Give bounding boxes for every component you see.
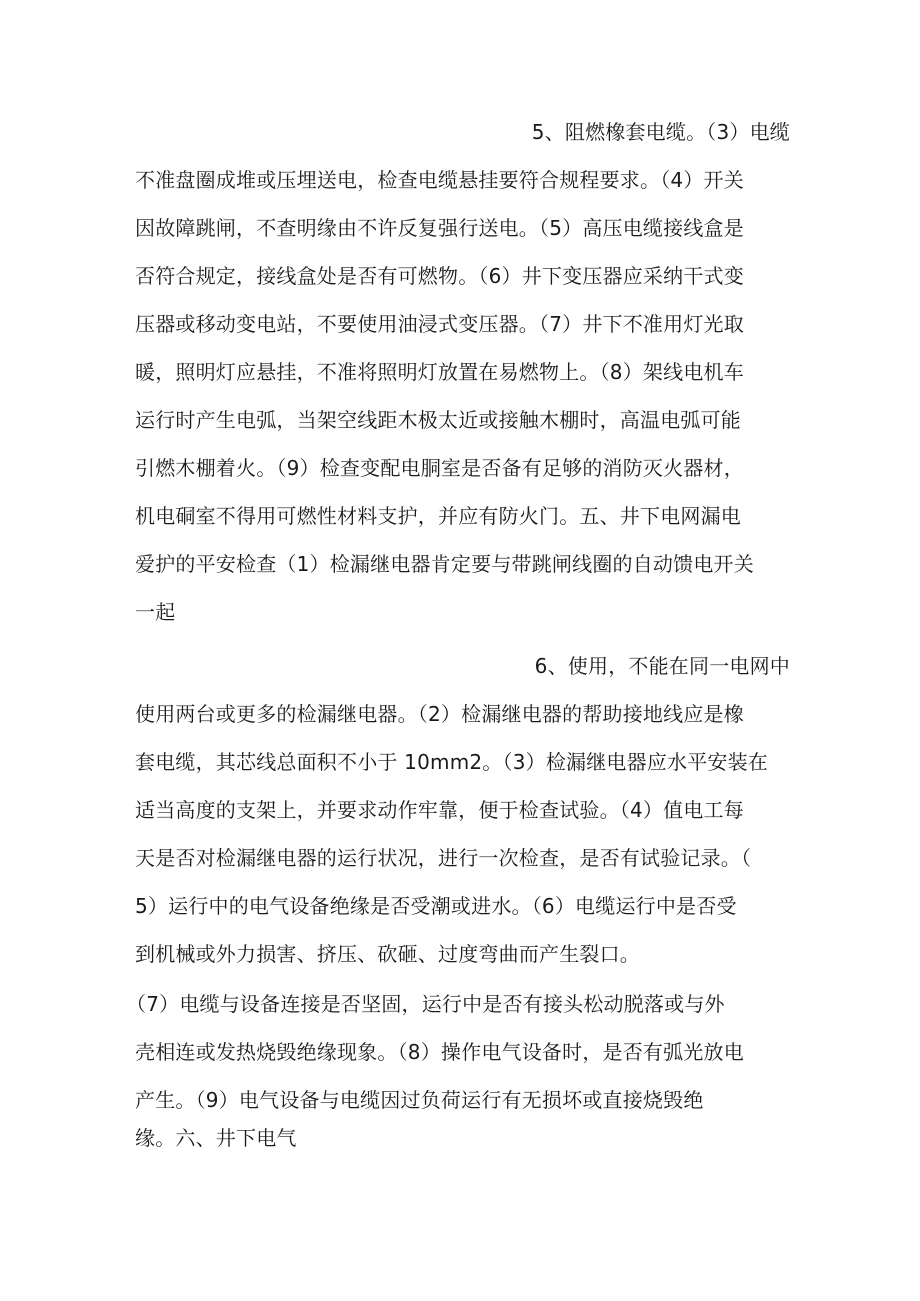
- paragraph-line: 5、阻燃橡套电缆。（3）电缆: [531, 120, 790, 144]
- paragraph-line: 适当高度的支架上，并要求动作牢靠，便于检查试验。（4）值电工每: [135, 798, 744, 822]
- paragraph-line: 爱护的平安检查（1）检漏继电器肯定要与带跳闸线圈的自动馈电开关: [135, 552, 754, 576]
- paragraph-line: 使用两台或更多的检漏继电器。（2）检漏继电器的帮助接地线应是橡: [135, 702, 744, 726]
- paragraph-line: 6、使用，不能在同一电网中: [534, 654, 790, 678]
- paragraph-line: 套电缆，其芯线总面积不小于 10mm2。（3）检漏继电器应水平安装在: [135, 750, 769, 774]
- paragraph-line: 壳相连或发热烧毁绝缘现象。（8）操作电气设备时，是否有弧光放电: [135, 1040, 744, 1064]
- paragraph-line: 不准盘圈成堆或压埋送电，检查电缆悬挂要符合规程要求。（4）开关: [135, 168, 744, 192]
- paragraph-line: 机电硐室不得用可燃性材料支护，并应有防火门。五、井下电网漏电: [135, 504, 741, 528]
- paragraph-line: 5）运行中的电气设备绝缘是否受潮或进水。（6）电缆运行中是否受: [135, 894, 737, 918]
- paragraph-line: 天是否对检漏继电器的运行状况，进行一次检查，是否有试验记录。（: [135, 846, 752, 870]
- paragraph-line: 到机械或外力损害、挤压、砍砸、过度弯曲而产生裂口。: [135, 942, 640, 966]
- paragraph-line: 运行时产生电弧，当架空线距木极太近或接触木棚时，高温电弧可能: [135, 408, 741, 432]
- paragraph-line: （7）电缆与设备连接是否坚固，运行中是否有接头松动脱落或与外: [126, 992, 725, 1016]
- paragraph-line: 暖，照明灯应悬挂，不准将照明灯放置在易燃物上。（8）架线电机车: [135, 360, 744, 384]
- paragraph-line: 产生。（9）电气设备与电缆因过负荷运行有无损坏或直接烧毁绝: [135, 1088, 704, 1112]
- paragraph-line: 引燃木棚着火。（9）检查变配电胴室是否备有足够的消防灭火器材，: [135, 456, 744, 480]
- paragraph-line: 一起: [135, 600, 176, 624]
- paragraph-line: 否符合规定，接线盒处是否有可燃物。（6）井下变压器应采纳干式变: [135, 264, 744, 288]
- paragraph-line: 缘。六、井下电气: [135, 1126, 297, 1150]
- paragraph-line: 压器或移动变电站，不要使用油浸式变压器。（7）井下不准用灯光取: [135, 312, 744, 336]
- paragraph-line: 因故障跳闸，不查明缘由不许反复强行送电。（5）高压电缆接线盒是: [135, 216, 744, 240]
